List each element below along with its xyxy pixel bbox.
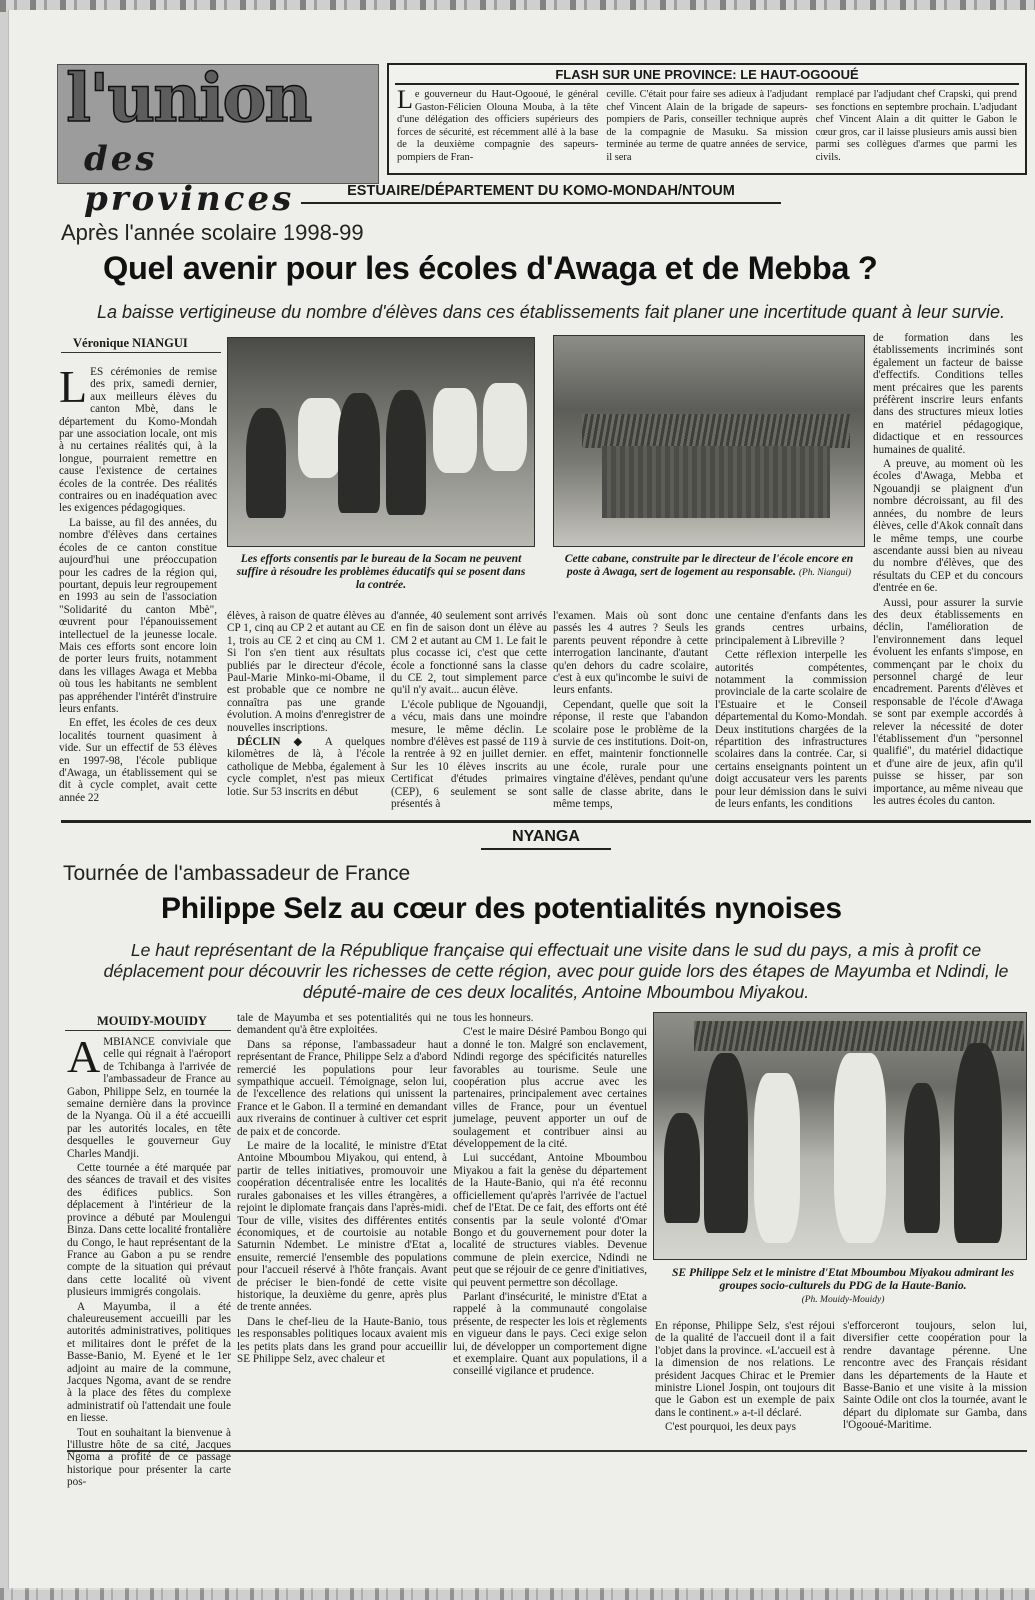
article2-byline: MOUIDY-MOUIDY — [97, 1014, 207, 1028]
paragraph: LES cérémonies de remise des prix, samedi dernier, aux meilleurs élèves du canton Mbè, dans le département du Komo-Mondah par une association locale, ont mis à nu certaines réalités qui, à la longue, pourraient remettre en cause l'existence de certaines écoles de la contrée. Des réalités contraires ou en inadéquation avec les exigences pédagogiques. — [59, 361, 217, 515]
paragraph: A Mayumba, il a été chaleureusement accueilli par les autorités administratives, politiques et militaires dont le préfet de la Basse-Banio, M. Eyené et le 1er adjoint au maire de la commune, Jacques Ngoma, avant de se rendre à la place des fêtes du complexe administratif où l'attendait une foule en liesse. — [67, 1300, 231, 1425]
paragraph: Tout en souhaitant la bienvenue à l'illustre hôte de sa cité, Jacques Ngoma a profité de ce passage historique pour présenter la carte pos- — [67, 1426, 231, 1489]
paragraph: Parlant d'insécurité, le ministre d'Etat a rappelé à la communauté congolaise présente, de respecter les lois et règlements en vigueur dans le pays. Ceci exige selon lui, de développer un comportement digne et exemplaire. Quant aux populations, il a conseillé vigilance et prudence. — [453, 1290, 647, 1378]
byline-rule — [61, 352, 221, 353]
section-underline — [301, 202, 781, 204]
masthead-logo — [57, 59, 379, 219]
divider-rule — [61, 820, 1031, 823]
paragraph: Cette réflexion interpelle les autorités compétentes, notamment la commission provinciale de la carte scolaire de l'Estuaire et le Conseil départemental du Komo-Mondah. Deux institutions chargées de la répartition des infrastructures scolaires dans la contrée. Car, si certains enseignants pointent un doigt accusateur vers les parents pour leur démission dans le suivi de leurs enfants, les conditions — [715, 649, 867, 811]
article2-standfirst: Le haut représentant de la République française qui effectuait une visite dans le sud du pays, a mis à profit ce déplacement pour découvrir les richesses de cette région, avec pour guide lors des étapes de Mayumba et Ndindi, le député-maire de ces deux localités, Antoine Mboumbou Miyakou. — [103, 940, 1009, 1002]
article2-column-1 — [67, 1031, 231, 1489]
paragraph: tous les honneurs. — [453, 1012, 534, 1024]
article2-headline: Philippe Selz au cœur des potentialités nynoises — [161, 892, 842, 925]
paragraph: La baisse, au fil des années, du nombre d'élèves dans certaines écoles de ce canton constitue aujourd'hui une préoccupation pour les cadres de la région qui, pourtant, depuis leur regroupement en 1993 au sein de l'association "Solidarité du canton Mbè", œuvrent pour l'épanouissement intellectuel de la jeunesse locale. Mais ces efforts sont encore loin de porter leurs fruits, notamment dans les villages Awaga et Mebba où tous les habitants ne semblent pas appréhender l'intérêt d'instruire leurs enfants. — [59, 516, 217, 715]
photo1-caption: Les efforts consentis par le bureau de la Socam ne peuvent suffire à résoudre les problèmes éducatifs qui se posent dans la contrée. — [236, 552, 526, 591]
photo3-credit: (Ph. Mouidy-Mouidy) — [801, 1295, 885, 1305]
paragraph: Dans sa réponse, l'ambassadeur haut représentant de France, Philippe Selz a d'abord remercié les populations pour leur sympathique accueil. Témoignage, selon lui, de l'excellence des relations qui unissent la France et le Gabon. Il a terminé en demandant aux riverains de continuer à cultiver cet esprit de paix et de concorde. — [237, 1038, 447, 1138]
paragraph: élèves, à raison de quatre élèves au CP 1, cinq au CP 2 et autant au CE 1, trois au CE 2 et cinq au CM 1. Si l'on s'en tient aux résultats publiés par le directeur d'école, Paul-Marie Minko-mi-Obame, il est probable que ce nombre ne connaîtra pas une grande évolution. A moins d'enregistrer de nouvelles inscriptions. — [227, 610, 385, 734]
article1-column-5 — [715, 610, 867, 810]
article1-byline: Véronique NIANGUI — [73, 336, 188, 350]
photo3-caption: SE Philippe Selz et le ministre d'Etat Mboumbou Miyakou admirant les groupes socio-culturels du PDG de la Haute-Banio. (Ph. Mouidy-Mouidy) — [671, 1266, 1015, 1305]
photo2-caption: Cette cabane, construite par le directeur de l'école encore en poste à Awaga, sert de logement au responsable. (Ph. Niangui) — [564, 552, 854, 578]
article1-kicker: Après l'année scolaire 1998-99 — [61, 220, 364, 245]
paragraph: l'examen. Mais où sont donc passés les 4 autres ? Seuls les parents peuvent répondre à cette interrogation lancinante, d'autant qu'en dehors du cadre scolaire, c'est à eux qu'incombe le suivi de leurs enfants. — [553, 610, 708, 697]
article1-column-1 — [59, 361, 217, 811]
paragraph: L'école publique de Ngouandji, a vécu, mais dans une moindre mesure, le même déclin. Le nombre d'élèves est passé de 119 à la rentrée à 92 en juillet dernier. Sur les 10 élèves inscrits au Certificat d'études primaires (CEP), 6 seulement se sont présentés à — [391, 698, 547, 811]
paragraph: Cependant, quelle que soit la réponse, il reste que l'abandon scolaire pose le problème de la survie de ces institutions. Doit-on, en effet, maintenir fonctionnelle une école, rurale pour une vingtaine d'élèves, pendant qu'une salle de classe abrite, dans le même temps, — [553, 698, 708, 811]
paragraph: A preuve, au moment où les écoles d'Awaga, Mebba et Ngouandji se plaignent d'un nombre décroissant, au fil des années, du nombre de leurs élèves, celle d'Akok connaît dans le même temps, une courbe ascendante aussi bien au niveau du nombre d'élèves, que des résultats du CEP et du concours d'entrée en 6e. — [873, 458, 1023, 595]
paragraph: une centaine d'enfants dans les grands centres urbains, principalement à Libreville ? — [715, 610, 867, 647]
bottom-rule — [67, 1450, 1027, 1452]
flash-col-2: ceville. C'était pour faire ses adieux à l'adjudant chef Vincent Alain de la brigade de sapeurs-pompiers de Paris, conseiller technique auprès de la compagnie de Masuku. Sa mission terminée au terme de quatre années de service, il sera — [606, 89, 808, 163]
section-heading-estuaire: ESTUAIRE/DÉPARTEMENT DU KOMO-MONDAH/NTOUM — [347, 183, 735, 199]
paragraph: Aussi, pour assurer la survie des deux établissements en déclin, l'amélioration de l'environnement dans lequel évoluent les enfants s'impose, en commençant par le choix du personnel chargé de leur encadrement. Parents d'élèves et responsable de l'école d'Awaga se sont par exemple accordés à relever la nécessité de doter l'établissement d'un "personnel qualifié", du matériel didactique et d'une aire de jeux, afin qu'il puisse se hisser, par son importance, au même niveau que les autres écoles du canton. — [873, 596, 1023, 808]
paragraph: En réponse, Philippe Selz, s'est réjoui de la qualité de l'accueil dont il a fait l'objet dans la province. «L'accueil est à la dimension de nos relations. Le président Jacques Chirac et le Premier ministre Lionel Jospin, ont toujours dit que le Gabon est un exemple de paix dans le continent.» a-t-il déclaré. — [655, 1320, 835, 1419]
section-heading-nyanga: NYANGA — [512, 828, 580, 845]
flash-heading: FLASH SUR UNE PROVINCE: LE HAUT-OGOOUÉ — [395, 65, 1019, 85]
paragraph: Dans le chef-lieu de la Haute-Banio, tous les responsables politiques locaux avaient mis les petits plats dans les grand pour accueillir SE Philippe Selz, avec chaleur et — [237, 1315, 447, 1365]
article1-standfirst: La baisse vertigineuse du nombre d'élèves dans ces établissements fait planer une incertitude quant à leur survie. — [97, 302, 1005, 322]
paragraph: de formation dans les établissements incriminés sont également un facteur de baisse d'effectifs. Conditions telles ment précaires que les parents préfèrent inscrire leurs enfants dans des structures mieux loties en matériel pédagogique, didactique et en ressources humaines de qualité. — [873, 332, 1023, 456]
masthead-subtitle: des provinces — [84, 139, 295, 219]
paragraph: AMBIANCE conviviale que celle qui régnait à l'aéroport de Tchibanga à l'arrivée de l'ambassadeur de France au Gabon, Philippe Selz, en tournée la semaine dernière dans la province de la Nyanga. Où il a été accueilli par les autorités locales, en tête desquelles le gouverneur Guy Charles Mandji. — [67, 1031, 231, 1160]
article1-column-6 — [873, 332, 1023, 812]
flash-col-1: Le gouverneur du Haut-Ogooué, le général Gaston-Félicien Olouna Mouba, à la tête d'une délégation des officiers supérieurs des forces de sécurité, est récemment allé à la base de la deuxième compagnie des sapeurs-pompiers de Fran- — [397, 85, 599, 163]
flash-col-3: remplacé par l'adjudant chef Crapski, qui prend ses fonctions en septembre prochain. L'adjudant chef Vincent Alain a dit quitter le Gabon le cœur gros, car il laisse plusieurs amis aussi bien parmi ses collègues d'armes que parmi les civils. — [815, 89, 1017, 163]
paragraph: d'année, 40 seulement sont arrivés en fin de saison dont un élève au CM 2 et autant au CM 1. Le fait le plus cocasse ici, c'est que cette école a fonctionné sans la classe du CE 2, tout simplement parce qu'il n'y avait... aucun élève. — [391, 610, 547, 697]
photo-ambassador-visit — [653, 1012, 1027, 1260]
paragraph: Le maire de la localité, le ministre d'Etat Antoine Mboumbou Miyakou, qui entend, à partir de telles initiatives, promouvoir une coopération décentralisée entre les localités rurales gabonaises et les villes étrangères, a rejoint le diplomate français dans l'après-midi. Tour de ville, visites des différentes entités économiques, et de courtoisie au notable Saturnin Ndembet. Le ministre d'Etat a, ensuite, remercié l'ensemble des populations pour l'accueil réservé à l'hôte français. Avant de préciser le bien-fondé de cette visite historique, la deuxième du genre, après plus de trente années. — [237, 1140, 447, 1314]
paragraph: s'efforceront toujours, selon lui, diversifier cette coopération pour la rendre davantage pérenne. Une rencontre avec des Français résidant dans les départements de la Haute et Basse-Banio et une visite à la mission Sainte Odile ont clos la tournée, avant le départ du diplomate sur Gamba, dans l'Ogooué-Maritime. — [843, 1320, 1027, 1432]
section-underline — [481, 848, 611, 850]
article2-column-5 — [843, 1320, 1027, 1446]
photo2-credit: (Ph. Niangui) — [798, 568, 852, 578]
article2-column-2 — [237, 1012, 447, 1446]
photo-teacher-cabin — [553, 335, 865, 547]
torn-bottom-edge — [0, 1588, 1035, 1600]
paragraph: En effet, les écoles de ces deux localités tournent quasiment à vide. Sur un effectif de 53 élèves en 1997-98, l'école publique d'Awaga, un établissement qui se dit à cycle complet, avait cette année 22 — [59, 717, 217, 804]
article1-column-3 — [391, 610, 547, 810]
flash-box — [387, 63, 1027, 175]
article1-column-2 — [227, 610, 385, 810]
paragraph: C'est pourquoi, les deux pays — [665, 1421, 796, 1434]
photo-socam-group — [227, 337, 535, 547]
paragraph: Lui succédant, Antoine Mboumbou Miyakou a fait la genèse du département de la Haute-Banio, qui n'a été reconnu officiellement qu'après l'arrivée de l'actuel chef de l'Etat. De ce fait, des efforts ont été consentis par la seule volonté d'Omar Bongo et du gouvernement pour doter la localité de structures viables. Devenue commune de plein exercice, Ndindi ne peut que se réjouir de ce genre d'initiatives, qui peuvent permettre son décollage. — [453, 1152, 647, 1289]
paragraph: Cette tournée a été marquée par des séances de travail et des visites des édifices publics. Son déplacement à l'intérieur de la province a débuté par Moulengui Binza. Dans cette localité frontalière du Congo, le haut représentant de la France au Gabon a pu se rendre compte de la situation qui prévaut dans cette localité où vivent plusieurs immigrés congolais. — [67, 1162, 231, 1299]
article1-column-4 — [553, 610, 708, 810]
subhead-declin: DÉCLIN ◆ — [237, 736, 313, 749]
paragraph: tale de Mayumba et ses potentialités qui ne demandent qu'à être exploitées. — [237, 1012, 447, 1037]
newspaper-page — [8, 10, 1035, 1590]
article2-kicker: Tournée de l'ambassadeur de France — [63, 862, 411, 885]
paragraph: DÉCLIN ◆ A quelques kilomètres de là, à l'école catholique de Mebba, également à cycle complet, n'est pas mieux lotie. Sur 53 inscrits en début — [227, 736, 386, 798]
article2-column-4 — [655, 1320, 835, 1446]
article1-headline: Quel avenir pour les écoles d'Awaga et de Mebba ? — [103, 250, 878, 286]
masthead-title: l'union — [66, 59, 311, 137]
paragraph: C'est le maire Désiré Pambou Bongo qui a donné le ton. Malgré son enclavement, Ndindi regorge des spécificités naturelles favorables au tourisme. Seule une coopération plus accrue avec les partenaires, principalement avec certaines villes de France, pour un éventuel jumelage, peuvent apporter un ouf de soulagement et contribuer ainsi au développement de la cité. — [453, 1026, 647, 1151]
article2-column-3 — [453, 1012, 647, 1446]
